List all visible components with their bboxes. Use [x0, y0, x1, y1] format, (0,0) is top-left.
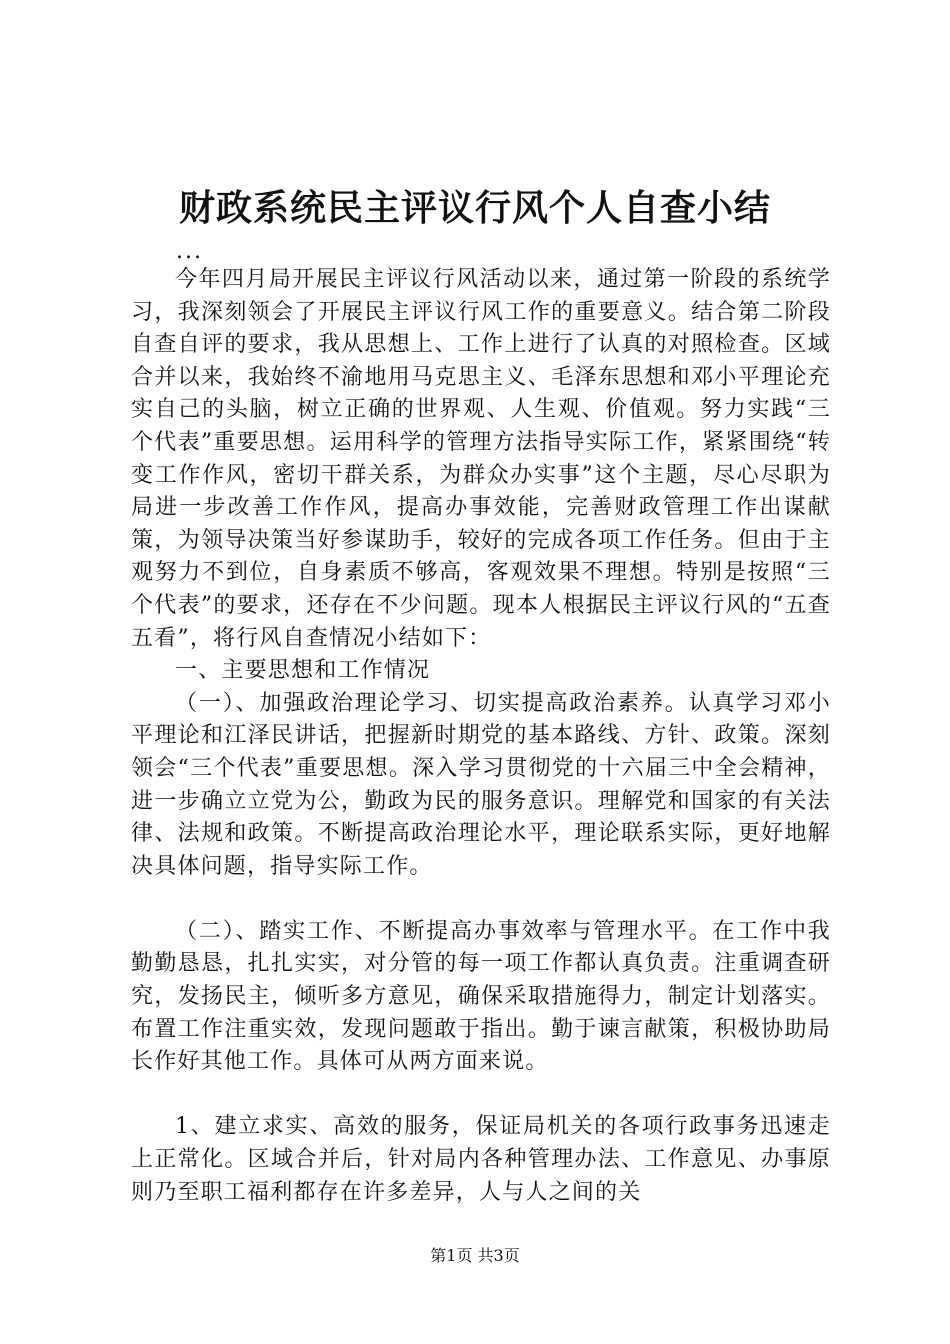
paragraph-service: 1、建立求实、高效的服务，保证局机关的各项行政事务迅速走上正常化。区域合并后，针对局内各种管理办法、工作意见、办事原则乃至职工福利都存在许多差异，人与人之间的关: [131, 1114, 831, 1205]
document-title: 财政系统民主评议行风个人自查小结: [178, 187, 771, 229]
section-heading-main: 一、主要思想和工作情况: [175, 658, 431, 684]
document-body: [131, 264, 831, 1209]
paragraph-intro: 今年四月局开展民主评议行风活动以来，通过第一阶段的系统学习，我深刻领会了开展民主评议行风工作的重要意义。结合第二阶段自查自评的要求，我从思想上、工作上进行了认真的对照检查。区域合并以来，我始终不渝地用马克思主义、毛泽东思想和邓小平理论充实自己的头脑，树立正确的世界观、人生观、价值观。努力实践“三个代表”重要思想。运用科学的管理方法指导实际工作，紧紧围绕“转变工作作风，密切干群关系，为群众办实事”这个主题，尽心尽职为局进一步改善工作作风，提高办事效能，完善财政管理工作出谋献策，为领导决策当好参谋助手，较好的完成各项工作任务。但由于主观努力不到位，自身素质不够高，客观效果不理想。特别是按照“三个代表”的要求，还存在不少问题。现本人根据民主评议行风的“五查五看”，将行风自查情况小结如下：: [131, 267, 831, 651]
paragraph-political-study: （一）、加强政治理论学习、切实提高政治素养。认真学习邓小平理论和江泽民讲话，把握新时期党的基本路线、方针、政策。深刻领会“三个代表”重要思想。深入学习贯彻党的十六届三中全会精神，进一步确立立党为公，勤政为民的服务意识。理解党和国家的有关法律、法规和政策。不断提高政治理论水平，理论联系实际，更好地解决具体问题，指导实际工作。: [131, 690, 831, 879]
paragraph-work-efficiency: （二）、踏实工作、不断提高办事效率与管理水平。在工作中我勤勤恳恳，扎扎实实，对分管的每一项工作都认真负责。注重调查研究，发扬民主，倾听多方意见，确保采取措施得力，制定计划落实。布置工作注重实效，发现问题敢于指出。勤于谏言献策，积极协助局长作好其他工作。具体可从两方面来说。: [131, 918, 831, 1075]
page-number-footer: 第1页 共3页: [430, 1246, 520, 1265]
title-ellipsis: ...: [176, 239, 203, 264]
